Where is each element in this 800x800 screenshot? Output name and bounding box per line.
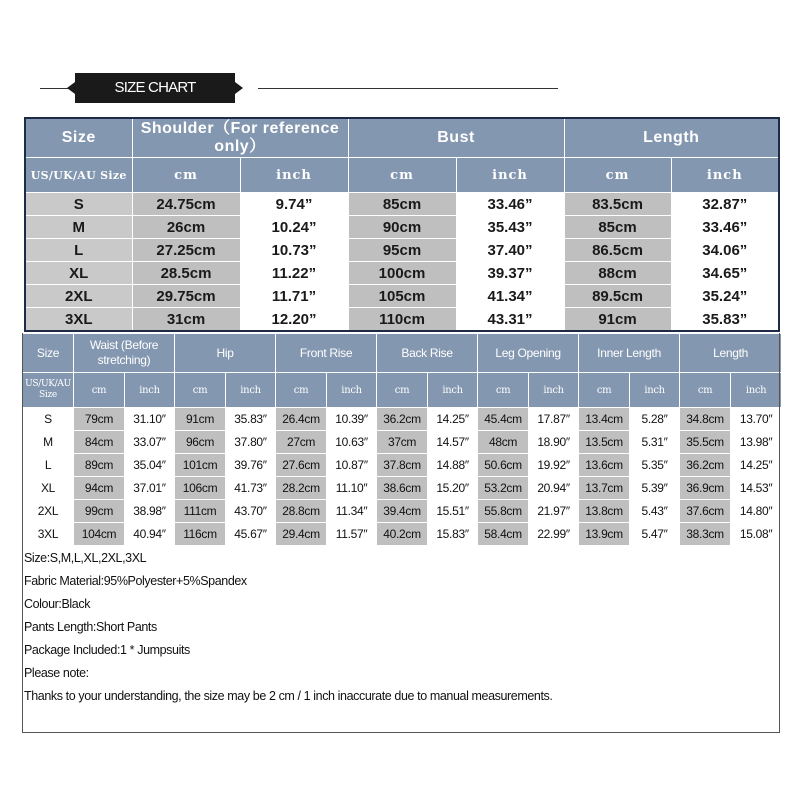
measurement-cell: 91cm	[175, 408, 226, 431]
measurement-cell: 9.74”	[240, 193, 348, 216]
size-label-cell: S	[25, 193, 132, 216]
bottom-size-table	[22, 333, 782, 546]
header-waist: Waist (Before stretching)	[74, 334, 175, 373]
unit-cell: inch	[630, 373, 680, 408]
measurement-cell: 5.47″	[630, 523, 680, 546]
measurement-cell: 14.88″	[428, 454, 478, 477]
measurement-cell: 13.70″	[731, 408, 782, 431]
size-label-cell: L	[23, 454, 74, 477]
measurement-cell: 39.4cm	[377, 500, 428, 523]
measurement-cell: 27cm	[276, 431, 327, 454]
measurement-cell: 100cm	[348, 262, 456, 285]
measurement-cell: 33.46”	[671, 216, 779, 239]
measurement-cell: 10.63″	[327, 431, 377, 454]
measurement-cell: 79cm	[74, 408, 125, 431]
measurement-cell: 38.3cm	[680, 523, 731, 546]
measurement-cell: 91cm	[564, 308, 671, 332]
measurement-cell: 41.34”	[456, 285, 564, 308]
header-region-size: US/UK/AU Size	[25, 158, 132, 193]
header-front-rise: Front Rise	[276, 334, 377, 373]
size-label-cell: L	[25, 239, 132, 262]
header-size: Size	[23, 334, 74, 373]
measurement-cell: 89cm	[74, 454, 125, 477]
measurement-cell: 5.35″	[630, 454, 680, 477]
banner-title: SIZE CHART	[114, 79, 196, 96]
measurement-cell: 39.76″	[226, 454, 276, 477]
measurement-cell: 15.51″	[428, 500, 478, 523]
measurement-cell: 37cm	[377, 431, 428, 454]
unit-cell: inch	[327, 373, 377, 408]
measurement-cell: 33.46”	[456, 193, 564, 216]
measurement-cell: 14.57″	[428, 431, 478, 454]
measurement-cell: 99cm	[74, 500, 125, 523]
unit-cell: inch	[226, 373, 276, 408]
table-row	[25, 216, 779, 239]
measurement-cell: 104cm	[74, 523, 125, 546]
measurement-cell: 58.4cm	[478, 523, 529, 546]
size-label-cell: M	[23, 431, 74, 454]
measurement-cell: 10.87″	[327, 454, 377, 477]
measurement-cell: 18.90″	[529, 431, 579, 454]
measurement-cell: 17.87″	[529, 408, 579, 431]
measurement-cell: 37.6cm	[680, 500, 731, 523]
measurement-cell: 45.4cm	[478, 408, 529, 431]
unit-cell: cm	[74, 373, 125, 408]
measurement-cell: 27.6cm	[276, 454, 327, 477]
header-length: Length	[680, 334, 782, 373]
measurement-cell: 13.6cm	[579, 454, 630, 477]
measurement-cell: 38.98″	[125, 500, 175, 523]
measurement-cell: 11.57″	[327, 523, 377, 546]
note-colour: Colour:Black	[24, 597, 91, 611]
measurement-cell: 35.43”	[456, 216, 564, 239]
table-row	[23, 408, 782, 431]
measurement-cell: 53.2cm	[478, 477, 529, 500]
measurement-cell: 55.8cm	[478, 500, 529, 523]
measurement-cell: 89.5cm	[564, 285, 671, 308]
table-row	[23, 500, 782, 523]
header-shoulder: Shoulder（For reference only）	[132, 118, 348, 158]
header-bust: Bust	[348, 118, 564, 158]
size-label-cell: 2XL	[25, 285, 132, 308]
measurement-cell: 83.5cm	[564, 193, 671, 216]
unit-cell: cm	[276, 373, 327, 408]
measurement-cell: 36.9cm	[680, 477, 731, 500]
header-back-rise: Back Rise	[377, 334, 478, 373]
size-chart-banner	[67, 73, 245, 103]
note-package: Package Included:1 * Jumpsuits	[24, 643, 190, 657]
header-region-size: US/UK/AU Size	[23, 373, 74, 408]
measurement-cell: 37.8cm	[377, 454, 428, 477]
measurement-cell: 36.2cm	[680, 454, 731, 477]
measurement-cell: 40.2cm	[377, 523, 428, 546]
measurement-cell: 85cm	[564, 216, 671, 239]
measurement-cell: 26cm	[132, 216, 240, 239]
measurement-cell: 88cm	[564, 262, 671, 285]
table-row	[23, 431, 782, 454]
unit-cell: inch	[671, 158, 779, 193]
measurement-cell: 35.04″	[125, 454, 175, 477]
size-label-cell: XL	[23, 477, 74, 500]
unit-cell: cm	[132, 158, 240, 193]
unit-cell: cm	[564, 158, 671, 193]
measurement-cell: 13.4cm	[579, 408, 630, 431]
table-row	[23, 477, 782, 500]
measurement-cell: 14.53″	[731, 477, 782, 500]
measurement-cell: 12.20”	[240, 308, 348, 332]
measurement-cell: 28.2cm	[276, 477, 327, 500]
measurement-cell: 106cm	[175, 477, 226, 500]
table-row	[25, 193, 779, 216]
header-inner-length: Inner Length	[579, 334, 680, 373]
header-length: Length	[564, 118, 779, 158]
measurement-cell: 24.75cm	[132, 193, 240, 216]
measurement-cell: 15.08″	[731, 523, 782, 546]
measurement-cell: 38.6cm	[377, 477, 428, 500]
measurement-cell: 11.22”	[240, 262, 348, 285]
unit-cell: inch	[240, 158, 348, 193]
banner-rule-right	[258, 88, 558, 89]
measurement-cell: 29.75cm	[132, 285, 240, 308]
header-size: Size	[25, 118, 132, 158]
measurement-cell: 32.87”	[671, 193, 779, 216]
measurement-cell: 31cm	[132, 308, 240, 332]
size-label-cell: 2XL	[23, 500, 74, 523]
table-row	[25, 239, 779, 262]
measurement-cell: 40.94″	[125, 523, 175, 546]
measurement-cell: 13.7cm	[579, 477, 630, 500]
table-row	[23, 523, 782, 546]
measurement-cell: 13.5cm	[579, 431, 630, 454]
size-label-cell: M	[25, 216, 132, 239]
unit-cell: cm	[377, 373, 428, 408]
table-row	[23, 454, 782, 477]
unit-cell: inch	[731, 373, 782, 408]
measurement-cell: 41.73″	[226, 477, 276, 500]
table-row	[25, 262, 779, 285]
measurement-cell: 22.99″	[529, 523, 579, 546]
measurement-cell: 84cm	[74, 431, 125, 454]
banner-rule-left	[40, 88, 70, 89]
measurement-cell: 11.34″	[327, 500, 377, 523]
measurement-cell: 5.43″	[630, 500, 680, 523]
header-hip: Hip	[175, 334, 276, 373]
bottom-table-body	[23, 408, 782, 546]
measurement-cell: 11.10″	[327, 477, 377, 500]
unit-cell: inch	[529, 373, 579, 408]
top-size-table	[24, 117, 780, 332]
measurement-cell: 35.83″	[226, 408, 276, 431]
measurement-cell: 14.80″	[731, 500, 782, 523]
note-fabric: Fabric Material:95%Polyester+5%Spandex	[24, 574, 247, 588]
measurement-cell: 35.83”	[671, 308, 779, 332]
measurement-cell: 5.28″	[630, 408, 680, 431]
bottom-table-unit-row	[23, 373, 782, 408]
measurement-cell: 37.40”	[456, 239, 564, 262]
top-table-body	[25, 193, 779, 332]
unit-cell: inch	[456, 158, 564, 193]
measurement-cell: 10.24”	[240, 216, 348, 239]
table-row	[25, 308, 779, 332]
measurement-cell: 45.67″	[226, 523, 276, 546]
measurement-cell: 5.39″	[630, 477, 680, 500]
unit-cell: cm	[478, 373, 529, 408]
measurement-cell: 13.8cm	[579, 500, 630, 523]
measurement-cell: 27.25cm	[132, 239, 240, 262]
note-sizes: Size:S,M,L,XL,2XL,3XL	[24, 551, 147, 565]
measurement-cell: 28.8cm	[276, 500, 327, 523]
unit-cell: cm	[348, 158, 456, 193]
measurement-cell: 10.73”	[240, 239, 348, 262]
measurement-cell: 14.25″	[428, 408, 478, 431]
measurement-cell: 116cm	[175, 523, 226, 546]
measurement-cell: 37.01″	[125, 477, 175, 500]
measurement-cell: 34.06”	[671, 239, 779, 262]
size-label-cell: XL	[25, 262, 132, 285]
measurement-cell: 111cm	[175, 500, 226, 523]
measurement-cell: 26.4cm	[276, 408, 327, 431]
measurement-cell: 95cm	[348, 239, 456, 262]
measurement-cell: 13.9cm	[579, 523, 630, 546]
measurement-cell: 85cm	[348, 193, 456, 216]
measurement-cell: 101cm	[175, 454, 226, 477]
measurement-cell: 15.20″	[428, 477, 478, 500]
measurement-cell: 33.07″	[125, 431, 175, 454]
measurement-cell: 21.97″	[529, 500, 579, 523]
size-label-cell: 3XL	[23, 523, 74, 546]
measurement-cell: 31.10″	[125, 408, 175, 431]
top-table-unit-row	[25, 158, 779, 193]
measurement-cell: 20.94″	[529, 477, 579, 500]
measurement-cell: 94cm	[74, 477, 125, 500]
measurement-cell: 36.2cm	[377, 408, 428, 431]
measurement-cell: 11.71”	[240, 285, 348, 308]
measurement-cell: 34.8cm	[680, 408, 731, 431]
measurement-cell: 50.6cm	[478, 454, 529, 477]
unit-cell: cm	[175, 373, 226, 408]
unit-cell: inch	[125, 373, 175, 408]
measurement-cell: 10.39″	[327, 408, 377, 431]
measurement-cell: 39.37”	[456, 262, 564, 285]
measurement-cell: 5.31″	[630, 431, 680, 454]
measurement-cell: 43.31”	[456, 308, 564, 332]
measurement-cell: 43.70″	[226, 500, 276, 523]
measurement-cell: 37.80″	[226, 431, 276, 454]
measurement-cell: 15.83″	[428, 523, 478, 546]
measurement-cell: 28.5cm	[132, 262, 240, 285]
top-table-header-row	[25, 118, 779, 158]
measurement-cell: 29.4cm	[276, 523, 327, 546]
banner-arrow-right-icon	[235, 82, 243, 94]
unit-cell: cm	[579, 373, 630, 408]
measurement-cell: 90cm	[348, 216, 456, 239]
measurement-cell: 13.98″	[731, 431, 782, 454]
measurement-cell: 110cm	[348, 308, 456, 332]
size-label-cell: 3XL	[25, 308, 132, 332]
measurement-cell: 34.65”	[671, 262, 779, 285]
note-measurement-disclaimer: Thanks to your understanding, the size may be 2 cm / 1 inch inaccurate due to manual measurements.	[24, 689, 553, 703]
unit-cell: inch	[428, 373, 478, 408]
header-leg-opening: Leg Opening	[478, 334, 579, 373]
bottom-table-header-row	[23, 334, 782, 373]
banner-arrow-left-icon	[67, 82, 75, 94]
measurement-cell: 35.5cm	[680, 431, 731, 454]
size-label-cell: S	[23, 408, 74, 431]
note-please-note: Please note:	[24, 666, 89, 680]
measurement-cell: 86.5cm	[564, 239, 671, 262]
measurement-cell: 14.25″	[731, 454, 782, 477]
note-pants-length: Pants Length:Short Pants	[24, 620, 157, 634]
measurement-cell: 19.92″	[529, 454, 579, 477]
measurement-cell: 105cm	[348, 285, 456, 308]
table-row	[25, 285, 779, 308]
measurement-cell: 96cm	[175, 431, 226, 454]
measurement-cell: 48cm	[478, 431, 529, 454]
measurement-cell: 35.24”	[671, 285, 779, 308]
unit-cell: cm	[680, 373, 731, 408]
